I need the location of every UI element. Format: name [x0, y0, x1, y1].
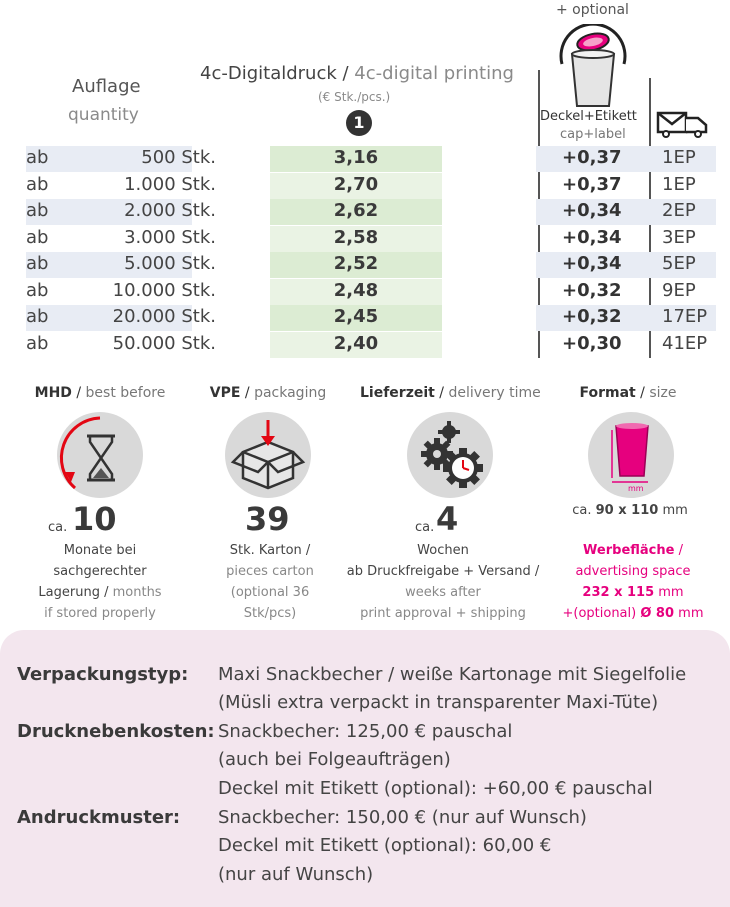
price-value: 2,48	[333, 279, 379, 301]
vpe-title-de: VPE	[209, 385, 241, 401]
lieferzeit-line-2: ab Druckfreigabe + Versand /	[346, 564, 540, 579]
quantity-value: 5.000 Stk.	[124, 253, 216, 274]
price-value: 2,40	[333, 332, 379, 354]
verpackungstyp-line-1: Maxi Snackbecher / weiße Kartonage mit Siegelfolie	[218, 664, 687, 685]
shipping-ep-value: 3EP	[662, 226, 696, 248]
vpe-line-4: Stk/pcs)	[243, 606, 297, 621]
drucknebenkosten-line-3: Deckel mit Etikett (optional): +60,00 € pauschal	[218, 778, 653, 799]
vpe-line-3: (optional 36	[230, 585, 310, 600]
werbe-unit: mm	[658, 585, 684, 600]
column-header-deckel: Deckel+Etikett	[540, 109, 637, 124]
quantity-prefix: ab	[26, 279, 49, 301]
printing-separator: /	[336, 63, 355, 84]
mhd-line-2: sachgerechter	[53, 564, 147, 579]
price-value: 3,16	[333, 147, 379, 168]
andruckmuster-line-1: Snackbecher: 150,00 € (nur auf Wunsch)	[218, 807, 587, 828]
drucknebenkosten-line-2: (auch bei Folgeaufträgen)	[218, 749, 451, 770]
shipping-ep-value: 2EP	[662, 200, 696, 221]
table-row	[26, 199, 716, 225]
format-dimensions	[560, 500, 700, 521]
werbe-line-1	[548, 540, 718, 561]
werbe-opt-unit: mm	[678, 606, 704, 621]
andruckmuster-line-2: Deckel mit Etikett (optional): 60,00 €	[218, 835, 552, 856]
lieferzeit-line-4: print approval + shipping	[360, 606, 526, 621]
mhd-title: MHD / best before	[34, 385, 166, 401]
cup-with-lid-icon	[552, 24, 634, 112]
column-header-auflage: Auflage	[72, 76, 141, 97]
drucknebenkosten-label: Drucknebenkosten:	[17, 721, 215, 742]
optional-label: + optional	[556, 2, 629, 18]
printing-label-de: 4c-Digitaldruck	[200, 63, 337, 84]
shipping-ep-value: 5EP	[662, 253, 696, 274]
price-value: 2,58	[333, 226, 379, 248]
werbe-de: Werbefläche	[583, 543, 675, 558]
andruckmuster-label: Andruckmuster:	[17, 807, 181, 828]
format-dims-value: 90 x 110	[595, 503, 659, 518]
werbe-opt-value: Ø 80	[640, 606, 675, 621]
shipping-ep-value: 9EP	[662, 279, 696, 301]
table-row	[26, 146, 716, 172]
cup-size-icon	[588, 412, 674, 498]
mhd-line-3-de: Lagerung /	[38, 585, 109, 600]
format-title: Format / size	[579, 385, 677, 401]
shipping-ep-value: 17EP	[662, 306, 708, 327]
footnote-number-badge: 1	[346, 110, 372, 136]
werbe-opt: +(optional)	[562, 606, 637, 621]
quantity-prefix: ab	[26, 306, 49, 327]
quantity-value: 3.000 Stk.	[124, 226, 216, 248]
lieferzeit-value: 4	[436, 500, 459, 538]
printing-label-en: 4c-digital printing	[354, 63, 514, 84]
vpe-line-1: Stk. Karton /	[229, 543, 311, 558]
cap-label-surcharge: +0,37	[562, 173, 622, 195]
hourglass-icon	[45, 412, 155, 502]
table-row	[26, 332, 716, 358]
column-header-quantity: quantity	[68, 105, 139, 125]
price-value: 2,45	[333, 306, 379, 327]
quantity-value: 10.000 Stk.	[112, 279, 216, 301]
price-value: 2,52	[333, 253, 379, 274]
quantity-prefix: ab	[26, 173, 49, 195]
drucknebenkosten-line-1: Snackbecher: 125,00 € pauschal	[218, 721, 513, 742]
table-row	[26, 305, 716, 331]
mhd-line-3	[20, 582, 180, 603]
werbe-line-4	[548, 603, 718, 624]
cap-label-surcharge: +0,32	[562, 279, 622, 301]
werbe-line-3	[548, 582, 718, 603]
format-dims-unit: mm	[662, 503, 688, 518]
lieferzeit-line-3: weeks after	[405, 585, 481, 600]
vpe-description	[190, 540, 350, 624]
lieferzeit-description	[330, 540, 556, 624]
table-row	[26, 173, 716, 199]
lieferzeit-title-en: delivery time	[448, 385, 541, 401]
mhd-title-en: best before	[85, 385, 166, 401]
cap-label-surcharge: +0,37	[562, 147, 622, 168]
price-value: 2,62	[333, 200, 379, 221]
table-row	[26, 279, 716, 305]
column-header-cap: cap+label	[560, 127, 626, 142]
price-unit: (€ Stk./pcs.)	[318, 90, 391, 104]
lieferzeit-title-de: Lieferzeit	[360, 385, 435, 401]
cap-label-surcharge: +0,34	[562, 253, 622, 274]
werbe-en: advertising space	[575, 564, 691, 579]
gears-clock-icon	[407, 412, 493, 498]
shipping-ep-value: 1EP	[662, 147, 696, 168]
werbeflaeche-block	[548, 540, 718, 624]
shipping-ep-value: 41EP	[662, 332, 708, 354]
shipping-truck-icon	[656, 110, 710, 138]
box-icon	[225, 412, 311, 498]
format-title-en: size	[649, 385, 677, 401]
quantity-value: 1.000 Stk.	[124, 173, 216, 195]
quantity-prefix: ab	[26, 200, 49, 221]
quantity-value: 20.000 Stk.	[112, 306, 216, 327]
table-row	[26, 226, 716, 252]
mhd-value: 10	[72, 500, 117, 538]
quantity-value: 50.000 Stk.	[112, 332, 216, 354]
mhd-description	[20, 540, 180, 624]
mhd-title-de: MHD	[34, 385, 72, 401]
werbe-sep: /	[674, 543, 683, 558]
quantity-value: 2.000 Stk.	[124, 200, 216, 221]
werbe-value: 232 x 115	[582, 585, 655, 600]
cap-label-surcharge: +0,32	[562, 306, 622, 327]
mhd-line-3-en: months	[112, 585, 162, 600]
format-title-de: Format	[579, 385, 636, 401]
lieferzeit-title: Lieferzeit / delivery time	[360, 385, 541, 401]
mhd-line-1: Monate bei	[63, 543, 137, 558]
vpe-value: 39	[245, 500, 290, 538]
column-header-printing	[200, 63, 514, 84]
vpe-title-en: packaging	[254, 385, 327, 401]
price-value: 2,70	[333, 173, 379, 195]
quantity-prefix: ab	[26, 147, 49, 168]
lieferzeit-ca: ca.	[415, 520, 435, 535]
quantity-value: 500 Stk.	[141, 147, 216, 168]
cup-mm-label: mm	[628, 484, 644, 493]
quantity-prefix: ab	[26, 253, 49, 274]
verpackungstyp-label: Verpackungstyp:	[17, 664, 189, 685]
verpackungstyp-line-2: (Müsli extra verpackt in transparenter Maxi-Tüte)	[218, 692, 659, 713]
mhd-ca: ca.	[48, 520, 68, 535]
quantity-prefix: ab	[26, 332, 49, 354]
mhd-line-4: if stored properly	[44, 606, 156, 621]
shipping-ep-value: 1EP	[662, 173, 696, 195]
vpe-title: VPE / packaging	[209, 385, 327, 401]
table-row	[26, 252, 716, 278]
cap-label-surcharge: +0,34	[562, 226, 622, 248]
cap-label-surcharge: +0,34	[562, 200, 622, 221]
format-ca: ca.	[572, 503, 592, 518]
lieferzeit-line-1: Wochen	[417, 543, 469, 558]
andruckmuster-line-3: (nur auf Wunsch)	[218, 864, 374, 885]
cap-label-surcharge: +0,30	[562, 332, 622, 354]
quantity-prefix: ab	[26, 226, 49, 248]
vpe-line-2: pieces carton	[226, 564, 314, 579]
